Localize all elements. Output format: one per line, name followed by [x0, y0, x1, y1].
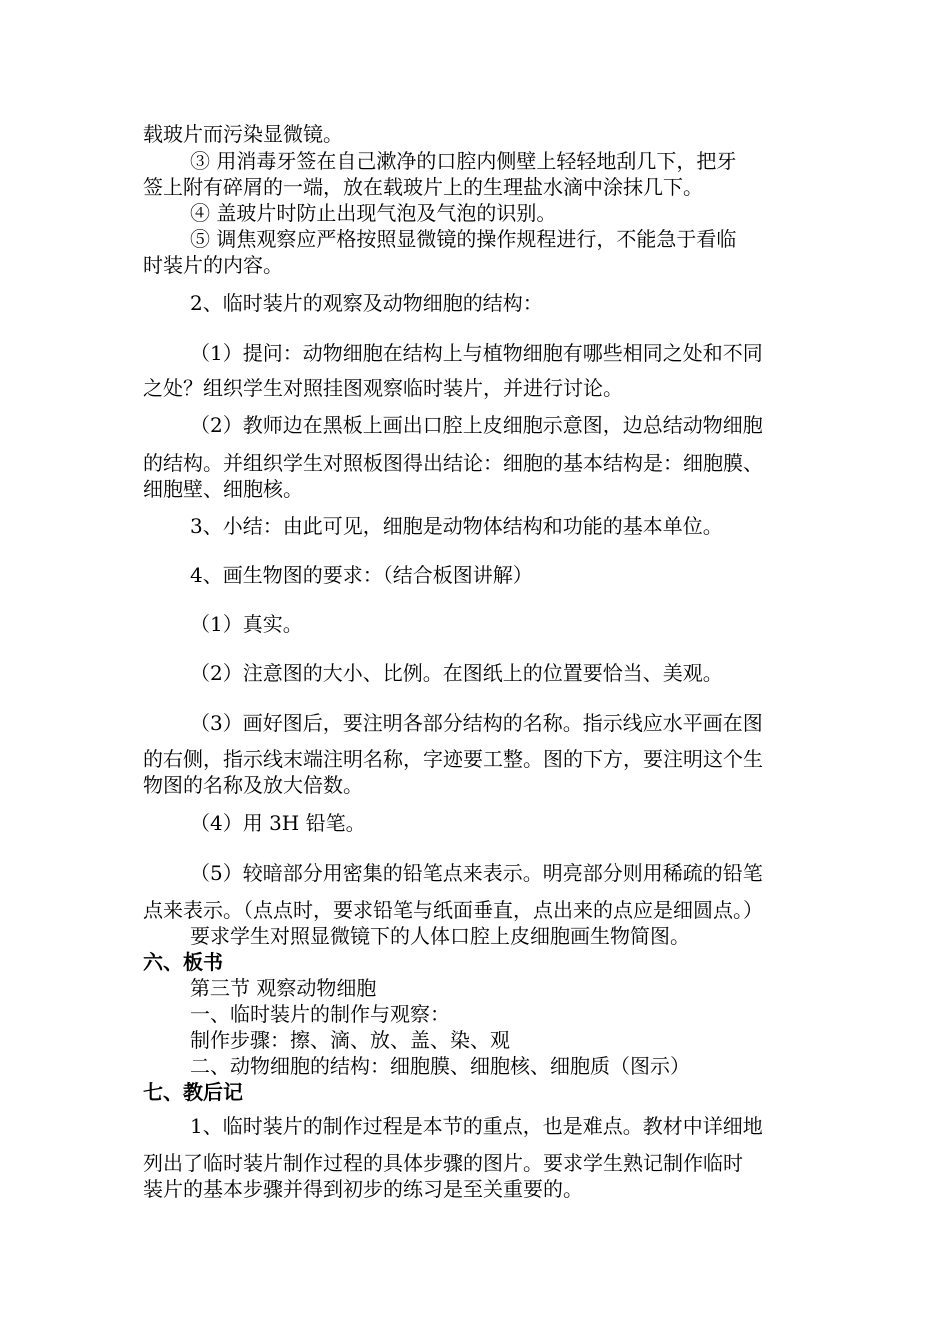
- section-title-blackboard: 六、板书: [143, 950, 223, 974]
- section-heading: 4、画生物图的要求：（结合板图讲解）: [190, 563, 533, 587]
- body-line: （3）画好图后，要注明各部分结构的名称。指示线应水平画在图: [190, 711, 763, 735]
- body-line: 签上附有碎屑的一端，放在载玻片上的生理盐水滴中涂抹几下。: [143, 175, 703, 199]
- body-line: 列出了临时装片制作过程的具体步骤的图片。要求学生熟记制作临时: [143, 1151, 743, 1175]
- body-line: 要求学生对照显微镜下的人体口腔上皮细胞画生物简图。: [190, 924, 690, 948]
- body-line: 细胞壁、细胞核。: [143, 477, 303, 501]
- section-heading: 3、小结：由此可见，细胞是动物体结构和功能的基本单位。: [190, 514, 723, 538]
- body-line: 制作步骤：擦、滴、放、盖、染、观: [190, 1028, 510, 1052]
- body-line: 之处？组织学生对照挂图观察临时装片，并进行讨论。: [143, 376, 623, 400]
- body-line: 的结构。并组织学生对照板图得出结论：细胞的基本结构是：细胞膜、: [143, 451, 763, 475]
- body-line: 的右侧，指示线末端注明名称，字迹要工整。图的下方，要注明这个生: [143, 747, 763, 771]
- body-line: 一、临时装片的制作与观察：: [190, 1002, 450, 1026]
- body-line: 二、动物细胞的结构：细胞膜、细胞核、细胞质（图示）: [190, 1054, 690, 1078]
- section-heading: 2、临时装片的观察及动物细胞的结构：: [190, 291, 543, 315]
- body-line: 第三节 观察动物细胞: [190, 976, 377, 1000]
- body-line: ③ 用消毒牙签在自己漱净的口腔内侧壁上轻轻地刮几下，把牙: [190, 149, 737, 173]
- body-line: （4）用 3H 铅笔。: [190, 811, 366, 835]
- body-line: 装片的基本步骤并得到初步的练习是至关重要的。: [143, 1177, 583, 1201]
- body-line: （5）较暗部分用密集的铅笔点来表示。明亮部分则用稀疏的铅笔: [190, 861, 763, 885]
- body-line: ④ 盖玻片时防止出现气泡及气泡的识别。: [190, 201, 557, 225]
- body-line: 载玻片而污染显微镜。: [143, 122, 343, 146]
- body-line: 物图的名称及放大倍数。: [143, 773, 363, 797]
- section-title-reflection: 七、教后记: [143, 1080, 243, 1104]
- body-line: 点来表示。（点点时，要求铅笔与纸面垂直，点出来的点应是细圆点。）: [143, 898, 763, 922]
- body-line: （2）教师边在黑板上画出口腔上皮细胞示意图，边总结动物细胞: [190, 413, 763, 437]
- body-line: （2）注意图的大小、比例。在图纸上的位置要恰当、美观。: [190, 661, 723, 685]
- body-line: ⑤ 调焦观察应严格按照显微镜的操作规程进行，不能急于看临: [190, 227, 737, 251]
- body-line: （1）真实。: [190, 612, 303, 636]
- body-line: 1、临时装片的制作过程是本节的重点，也是难点。教材中详细地: [190, 1114, 763, 1138]
- body-line: （1）提问：动物细胞在结构上与植物细胞有哪些相同之处和不同: [190, 341, 763, 365]
- body-line: 时装片的内容。: [143, 253, 283, 277]
